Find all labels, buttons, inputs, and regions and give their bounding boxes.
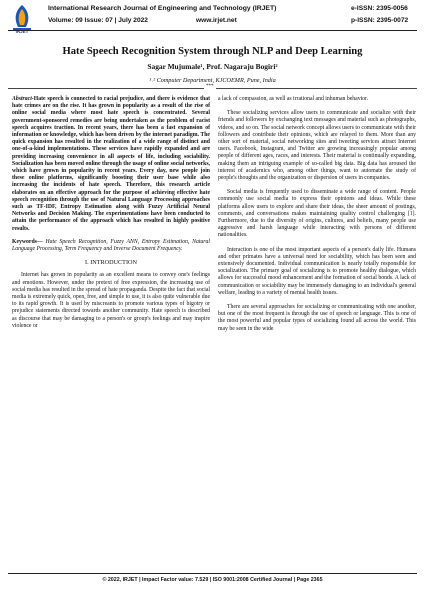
- section-heading: I. INTRODUCTION: [85, 259, 137, 267]
- keywords-text: Hate Speech Recognition, Fuzzy ANN, Entropy Estimation, Natural Language Processing, Term Frequency and Inverse Document Frequency.: [12, 238, 210, 253]
- abstract-text: Hate speech is connected to racial prejudice, and there is evidence that hate crimes are on the rise. It has grown in popularity as a result of the rise of online social media where most hate speech is concentrated. Several government-sponsored remedies are being undertaken as the problem of racist speech acquires traction. In recent years, there has been a fast expansion of information or knowledge, which has been driven by the internet paradigm. The quick expansion has resulted in the realization of a wide range of distinct and one-of-a-kind implementations. These services have rapidly expanded and are providing increasing convenience in all aspects of life, including sociability. Socialization has been moved online through the usage of online social networks, which have grown in popularity in recent years. Every day, new people join these online platforms, significantly boosting their user base while also increasing the incidents of hate speech. Therefore, this research article elaborates on an effective approach for the purpose of achieving effective hate speech recognition through the use of Natural Language Processing approaches such as TF-IDF, Entropy Estimation along with Fuzzy Artificial Neural Networks and Decision Making. The experimentations have been conducted to attain the performance of the approach which has resulted in highly positive results.: [12, 96, 210, 232]
- left-column: [12, 96, 210, 333]
- website: www.irjet.net: [196, 17, 237, 24]
- right-paragraph-3: Interaction is one of the most important aspects of a person's daily life. Humans and other primates have a universal need for sociability, which has been seen and extensively documented. Individual communication is nearly totally responsible for socialization. The primary goal of socializing is to promote healthy dialogue, which allows for successful mood enhancement and the formation of social bonds. A lack of communication or sociability may be immensely damaging to an individual's general welfare, leading to a variety of mental health issues.: [218, 246, 416, 296]
- keywords: [12, 239, 210, 253]
- header-rule: [8, 30, 417, 31]
- right-column: [218, 96, 416, 336]
- right-paragraph-1: These socializing services allow users to communicate and socialize with their friends and followers by exchanging text messages and material such as photographs, videos, and so on. The social network concept allows users to communicate with their followers and contribute their opinions, which are relayed to them. More than any other sort of material, social networking sites and tweeting services attract Internet users. Facebook, Instagram, and Twitter are growing increasingly popular among people of different ages, races, and interests. Their material is continually expanding, making them an intriguing example of so-called big data. Big data has aroused the interest of academics who, among other things, want to automate the study of people's thoughts and the organization or dispersion of users in companies.: [218, 110, 416, 182]
- paper-affiliation: ¹˒² Computer Department, KJCOEMR, Pune, India: [149, 77, 276, 84]
- e-issn: e-ISSN: 2395-0056: [351, 5, 408, 12]
- page-footer: © 2022, IRJET | Impact Factor value: 7.529 | ISO 9001:2008 Certified Journal | Page 2365: [102, 577, 323, 583]
- journal-header: [0, 0, 425, 38]
- right-paragraph-4: There are several approaches for socializing or communicating with one another, but one of the most frequent is through the use of speech or language. This is one of the most powerful and popular types of socializing found all across the world. This may be seen in the wide: [218, 304, 416, 332]
- keywords-label: Keywords—: [12, 238, 43, 245]
- logo-text: IRJET: [15, 29, 29, 34]
- abstract: [12, 96, 210, 233]
- right-paragraph-0: a lack of compassion, as well as irrational and inhuman behavior.: [218, 96, 369, 102]
- abstract-label: Abstract-: [12, 96, 34, 102]
- footer-rule: [8, 573, 417, 574]
- paper-authors: Sagar Mujumale¹, Prof. Nagaraju Bogiri²: [147, 62, 278, 71]
- journal-name: International Research Journal of Engineering and Technology (IRJET): [48, 5, 277, 12]
- separator-stars: ***: [206, 84, 214, 89]
- intro-paragraph-1: Internet has grown in popularity as an excellent means to convey one's feelings and emotions. However, under the pretext of free expression, the increasing use of social media has resulted in the spread of hate propaganda. Despite the fact that social media is extremely quick, open, free, and simple to use, it is also quite vulnerable due to its rapid growth. It is used by miscreants to promote various types of bigotry or prejudice statements directed towards another community. Hate speech is described as discourse that may be damaging to a person's or group's feelings and may inspire violence or: [12, 272, 210, 329]
- separator-rule: [8, 84, 417, 93]
- paper-title: Hate Speech Recognition System through NLP and Deep Learning: [62, 46, 363, 57]
- volume-issue: Volume: 09 Issue: 07 | July 2022: [48, 17, 148, 24]
- p-issn: p-ISSN: 2395-0072: [351, 17, 409, 24]
- right-paragraph-2: Social media is frequently used to disseminate a wide range of content. People commonly use social media to express their opinions and ideas. While these platforms allow users to explore and share their ideas, the sheer amount of postings, comments, and conversations makes maintaining quality control challenging [1]. Furthermore, due to the diversity of origins, cultures, and beliefs, many people use aggressive and harsh language while interacting with persons of different nationalities.: [218, 189, 416, 239]
